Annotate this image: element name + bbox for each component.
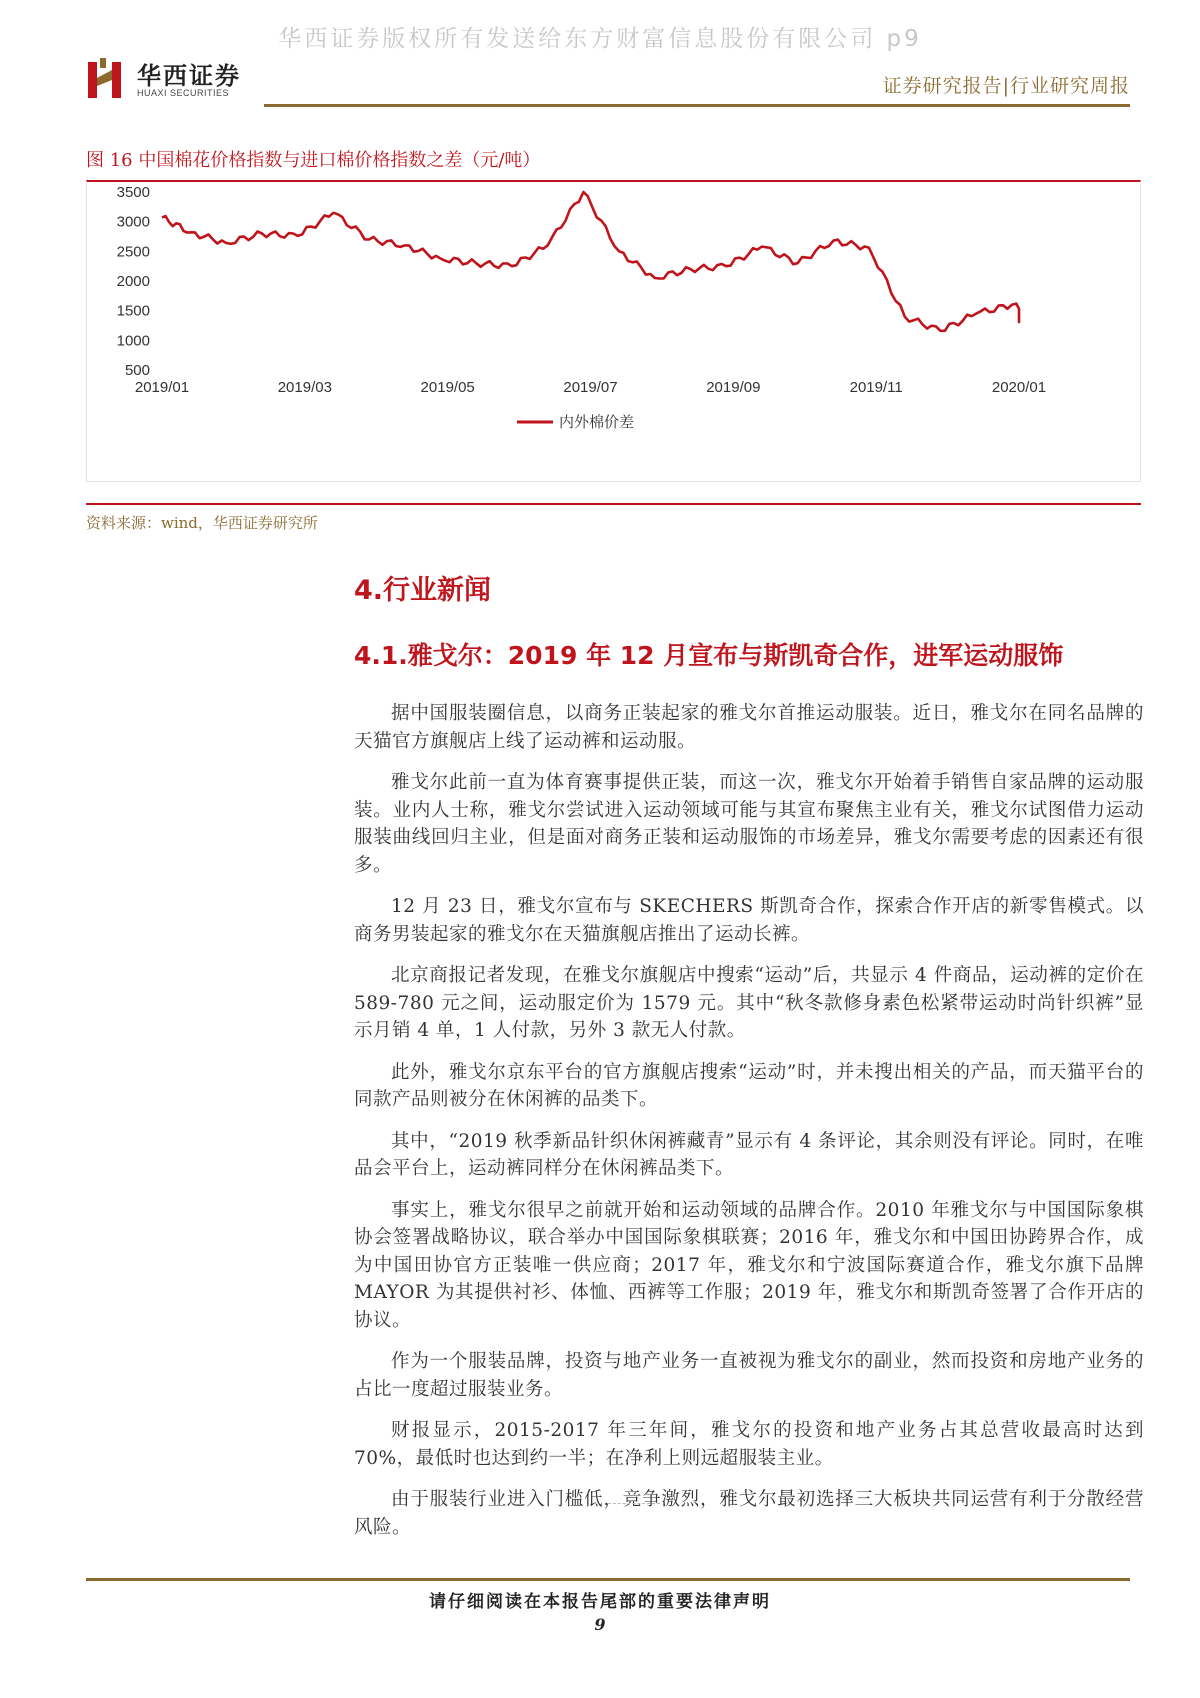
paragraph: 12 月 23 日，雅戈尔宣布与 SKECHERS 斯凯奇合作，探索合作开店的新零售模式。以商务男装起家的雅戈尔在天猫旗舰店推出了运动长裤。 <box>354 896 1144 945</box>
dashed-mark <box>608 1503 660 1504</box>
legend-label: 内外棉价差 <box>559 413 635 431</box>
x-tick-label: 2020/01 <box>991 379 1047 396</box>
figure-source: 资料来源：wind，华西证券研究所 <box>86 514 318 532</box>
header-divider <box>264 104 1130 107</box>
paragraph: 北京商报记者发现，在雅戈尔旗舰店中搜索“运动”后，共显示 4 件商品，运动裤的定价在 589-780 元之间，运动服定价为 1579 元。其中“秋冬款修身素色松紧带运动时尚针织裤”显示月销 4 单，1 人付款，另外 3 款无人付款。 <box>354 965 1144 1041</box>
figure-title: 图 16 中国棉花价格指数与进口棉价格指数之差（元/吨） <box>86 150 541 171</box>
legal-notice: 请仔细阅读在本报告尾部的重要法律声明 <box>429 1592 771 1612</box>
x-tick-label: 2019/03 <box>277 379 332 396</box>
watermark: 华西证券版权所有发送给东方财富信息股份有限公司 p9 <box>278 26 922 52</box>
paragraph: 作为一个服装品牌，投资与地产业务一直被视为雅戈尔的副业，然而投资和房地产业务的占比一度超过服装业务。 <box>354 1351 1144 1400</box>
x-tick-label: 2019/07 <box>563 379 618 396</box>
paragraph: 财报显示，2015-2017 年三年间，雅戈尔的投资和地产业务占其总营收最高时达到 70%，最低时也达到约一半；在净利上则远超服装主业。 <box>354 1420 1144 1469</box>
logo-name-en: HUAXI SECURITIES <box>137 88 230 98</box>
y-tick-label: 3000 <box>116 213 150 231</box>
y-tick-label: 1000 <box>116 332 150 350</box>
series-line <box>162 192 1019 331</box>
article-body <box>354 700 1144 1555</box>
section-heading: 4.行业新闻 <box>354 575 492 606</box>
paragraph: 事实上，雅戈尔很早之前就开始和运动领域的品牌合作。2010 年雅戈尔与中国国际象棋协会签署战略协议，联合举办中国国际象棋联赛；2016 年，雅戈尔和中国田协跨界合作，成为中国田协官方正装唯一供应商；2017 年，雅戈尔和宁波国际赛道合作，雅戈尔旗下品牌 MAYOR 为其提供衬衫、体恤、西裤等工作服；2019 年，雅戈尔和斯凯奇签署了合作开店的协议。 <box>354 1199 1144 1331</box>
paragraph: 由于服装行业进入门槛低，竞争激烈，雅戈尔最初选择三大板块共同运营有利于分散经营风险。 <box>354 1489 1144 1538</box>
logo-name-cn: 华西证券 <box>137 62 241 90</box>
report-type: 证券研究报告|行业研究周报 <box>882 75 1130 97</box>
x-tick-label: 2019/09 <box>706 379 761 396</box>
x-tick-label: 2019/11 <box>849 379 903 396</box>
y-tick-label: 500 <box>124 362 150 379</box>
subsection-heading: 4.1.雅戈尔：2019 年 12 月宣布与斯凯奇合作，进军运动服饰 <box>354 641 1064 670</box>
chart-frame <box>86 180 1141 482</box>
y-tick-label: 1500 <box>116 302 150 320</box>
paragraph: 据中国服装圈信息，以商务正装起家的雅戈尔首推运动服装。近日，雅戈尔在同名品牌的天猫官方旗舰店上线了运动裤和运动服。 <box>354 703 1144 752</box>
figure-bottom-divider <box>86 503 1141 505</box>
x-tick-label: 2019/05 <box>420 379 475 396</box>
y-tick-label: 3500 <box>116 184 150 201</box>
paragraph: 其中，“2019 秋季新品针织休闲裤藏青”显示有 4 条评论，其余则没有评论。同时，在唯品会平台上，运动裤同样分在休闲裤品类下。 <box>354 1130 1144 1179</box>
page-number: 9 <box>594 1615 606 1634</box>
paragraph: 此外，雅戈尔京东平台的官方旗舰店搜索“运动”时，并未搜出相关的产品，而天猫平台的同款产品则被分在休闲裤的品类下。 <box>354 1061 1144 1110</box>
huaxi-logo-icon <box>86 56 136 104</box>
y-tick-label: 2000 <box>116 273 150 290</box>
footer-divider <box>86 1578 1130 1581</box>
paragraph: 雅戈尔此前一直为体育赛事提供正装，而这一次，雅戈尔开始着手销售自家品牌的运动服装。业内人士称，雅戈尔尝试进入运动领域可能与其宣布聚焦主业有关，雅戈尔试图借力运动服装曲线回归主业，但是面对商务正装和运动服饰的市场差异，雅戈尔需要考虑的因素还有很多。 <box>354 772 1144 876</box>
price-diff-chart <box>87 182 1140 480</box>
x-tick-label: 2019/01 <box>134 379 190 396</box>
y-tick-label: 2500 <box>116 243 150 261</box>
